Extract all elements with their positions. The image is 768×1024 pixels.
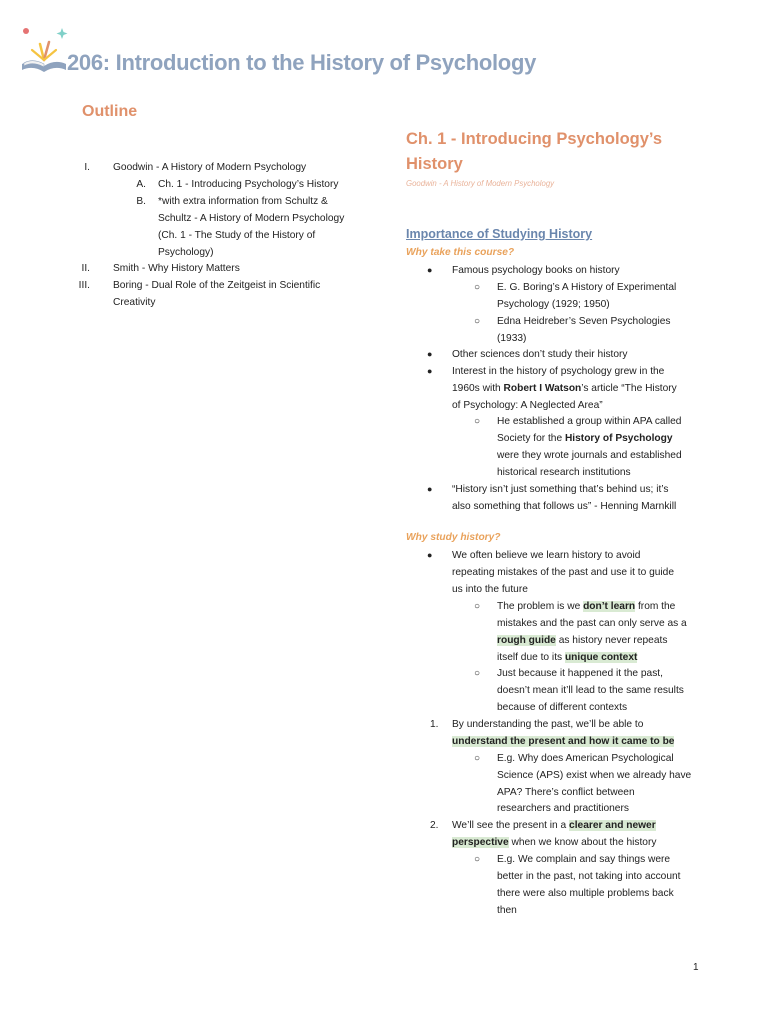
numbered-marker: 1. bbox=[430, 719, 439, 730]
list-item: E. G. Boring’s A History of Experimental bbox=[497, 282, 677, 293]
list-item: Interest in the history of psychology grew in the bbox=[452, 366, 665, 377]
list-item-cont: Science (APS) exist when we already have bbox=[497, 770, 692, 781]
outline-item: Smith - Why History Matters bbox=[113, 263, 240, 274]
outline-item-line: Psychology) bbox=[158, 247, 214, 258]
outline-number: A. bbox=[136, 179, 146, 190]
section-heading: Importance of Studying History bbox=[406, 227, 593, 241]
list-item-cont: because of different contexts bbox=[497, 702, 628, 713]
numbered-marker: 2. bbox=[430, 820, 439, 831]
list-item-cont: were they wrote journals and established bbox=[497, 450, 682, 461]
list-item-cont: of Psychology: A Neglected Area” bbox=[452, 400, 603, 411]
outline-item-line: (Ch. 1 - The Study of the History of bbox=[158, 230, 316, 241]
outline-item-line: Creativity bbox=[113, 297, 156, 308]
list-item-cont: 1960s with Robert I Watson’s article “The History bbox=[452, 383, 677, 394]
list-item: E.g. Why does American Psychological bbox=[497, 753, 674, 764]
list-item: Edna Heidreber’s Seven Psychologies bbox=[497, 316, 671, 327]
list-item-cont: rough guide as history never repeats bbox=[497, 635, 668, 646]
list-item: We’ll see the present in a clearer and newer bbox=[452, 820, 656, 831]
bullet-icon: ● bbox=[427, 366, 433, 376]
outline-heading: Outline bbox=[82, 103, 138, 120]
list-item-cont: historical research institutions bbox=[497, 467, 631, 478]
list-item-cont: better in the past, not taking into account bbox=[497, 871, 681, 882]
list-item-cont: itself due to its unique context bbox=[497, 652, 638, 663]
question-heading: Why take this course? bbox=[406, 247, 515, 258]
question-heading: Why study history? bbox=[406, 532, 501, 543]
book-sparkle-logo-icon bbox=[18, 26, 70, 76]
sub-bullet-icon: ○ bbox=[474, 601, 481, 612]
list-item-cont: us into the future bbox=[452, 584, 528, 595]
list-item-cont: (1933) bbox=[497, 333, 527, 344]
outline-number: B. bbox=[136, 196, 146, 207]
document-title: 206: Introduction to the History of Psychology bbox=[67, 50, 537, 75]
outline-item-line: *with extra information from Schultz & bbox=[158, 196, 328, 207]
list-item: The problem is we don’t learn from the bbox=[497, 601, 676, 612]
list-item: “History isn’t just something that’s behind us; it’s bbox=[452, 484, 669, 495]
list-item-cont: doesn’t mean it’ll lead to the same results bbox=[497, 685, 684, 696]
list-item: We often believe we learn history to avoid bbox=[452, 550, 641, 561]
list-item: By understanding the past, we’ll be able to bbox=[452, 719, 644, 730]
source-note: Goodwin - A History of Modern Psychology bbox=[406, 179, 555, 188]
list-item: Other sciences don’t study their history bbox=[452, 349, 628, 360]
list-item-cont: Society for the History of Psychology bbox=[497, 433, 673, 444]
sub-bullet-icon: ○ bbox=[474, 753, 481, 764]
bullet-icon: ● bbox=[427, 265, 433, 275]
list-item: He established a group within APA called bbox=[497, 416, 682, 427]
list-item-cont: perspective when we know about the history bbox=[452, 837, 657, 848]
list-item-cont: APA? There’s conflict between bbox=[497, 787, 635, 798]
chapter-title-line1: Ch. 1 - Introducing Psychology’s bbox=[406, 130, 663, 148]
list-item-cont: mistakes and the past can only serve as a bbox=[497, 618, 687, 629]
outline-item: Goodwin - A History of Modern Psychology bbox=[113, 162, 307, 173]
outline-item: Ch. 1 - Introducing Psychology’s History bbox=[158, 179, 339, 190]
outline-number: I. bbox=[84, 162, 90, 173]
page-number: 1 bbox=[693, 962, 699, 973]
bullet-icon: ● bbox=[427, 484, 433, 494]
list-item-cont: then bbox=[497, 905, 517, 916]
list-item-cont: understand the present and how it came to be bbox=[452, 736, 675, 747]
outline-item-line: Schultz - A History of Modern Psychology bbox=[158, 213, 345, 224]
outline-item-line: Boring - Dual Role of the Zeitgeist in Scientific bbox=[113, 280, 321, 291]
list-item-cont: also something that follows us” - Henning Marnkill bbox=[452, 501, 677, 512]
list-item-cont: repeating mistakes of the past and use it to guide bbox=[452, 567, 675, 578]
list-item-cont: there were also multiple problems back bbox=[497, 888, 674, 899]
bullet-icon: ● bbox=[427, 349, 433, 359]
sub-bullet-icon: ○ bbox=[474, 668, 481, 679]
outline-number: III. bbox=[78, 280, 90, 291]
chapter-title-line2: History bbox=[406, 155, 463, 173]
list-item: Famous psychology books on history bbox=[452, 265, 620, 276]
sub-bullet-icon: ○ bbox=[474, 282, 481, 293]
list-item: Just because it happened it the past, bbox=[497, 668, 663, 679]
list-item: E.g. We complain and say things were bbox=[497, 854, 671, 865]
list-item-cont: researchers and practitioners bbox=[497, 803, 629, 814]
sub-bullet-icon: ○ bbox=[474, 316, 481, 327]
sub-bullet-icon: ○ bbox=[474, 416, 481, 427]
bullet-icon: ● bbox=[427, 550, 433, 560]
outline-number: II. bbox=[81, 263, 90, 274]
list-item-cont: Psychology (1929; 1950) bbox=[497, 299, 610, 310]
sub-bullet-icon: ○ bbox=[474, 854, 481, 865]
